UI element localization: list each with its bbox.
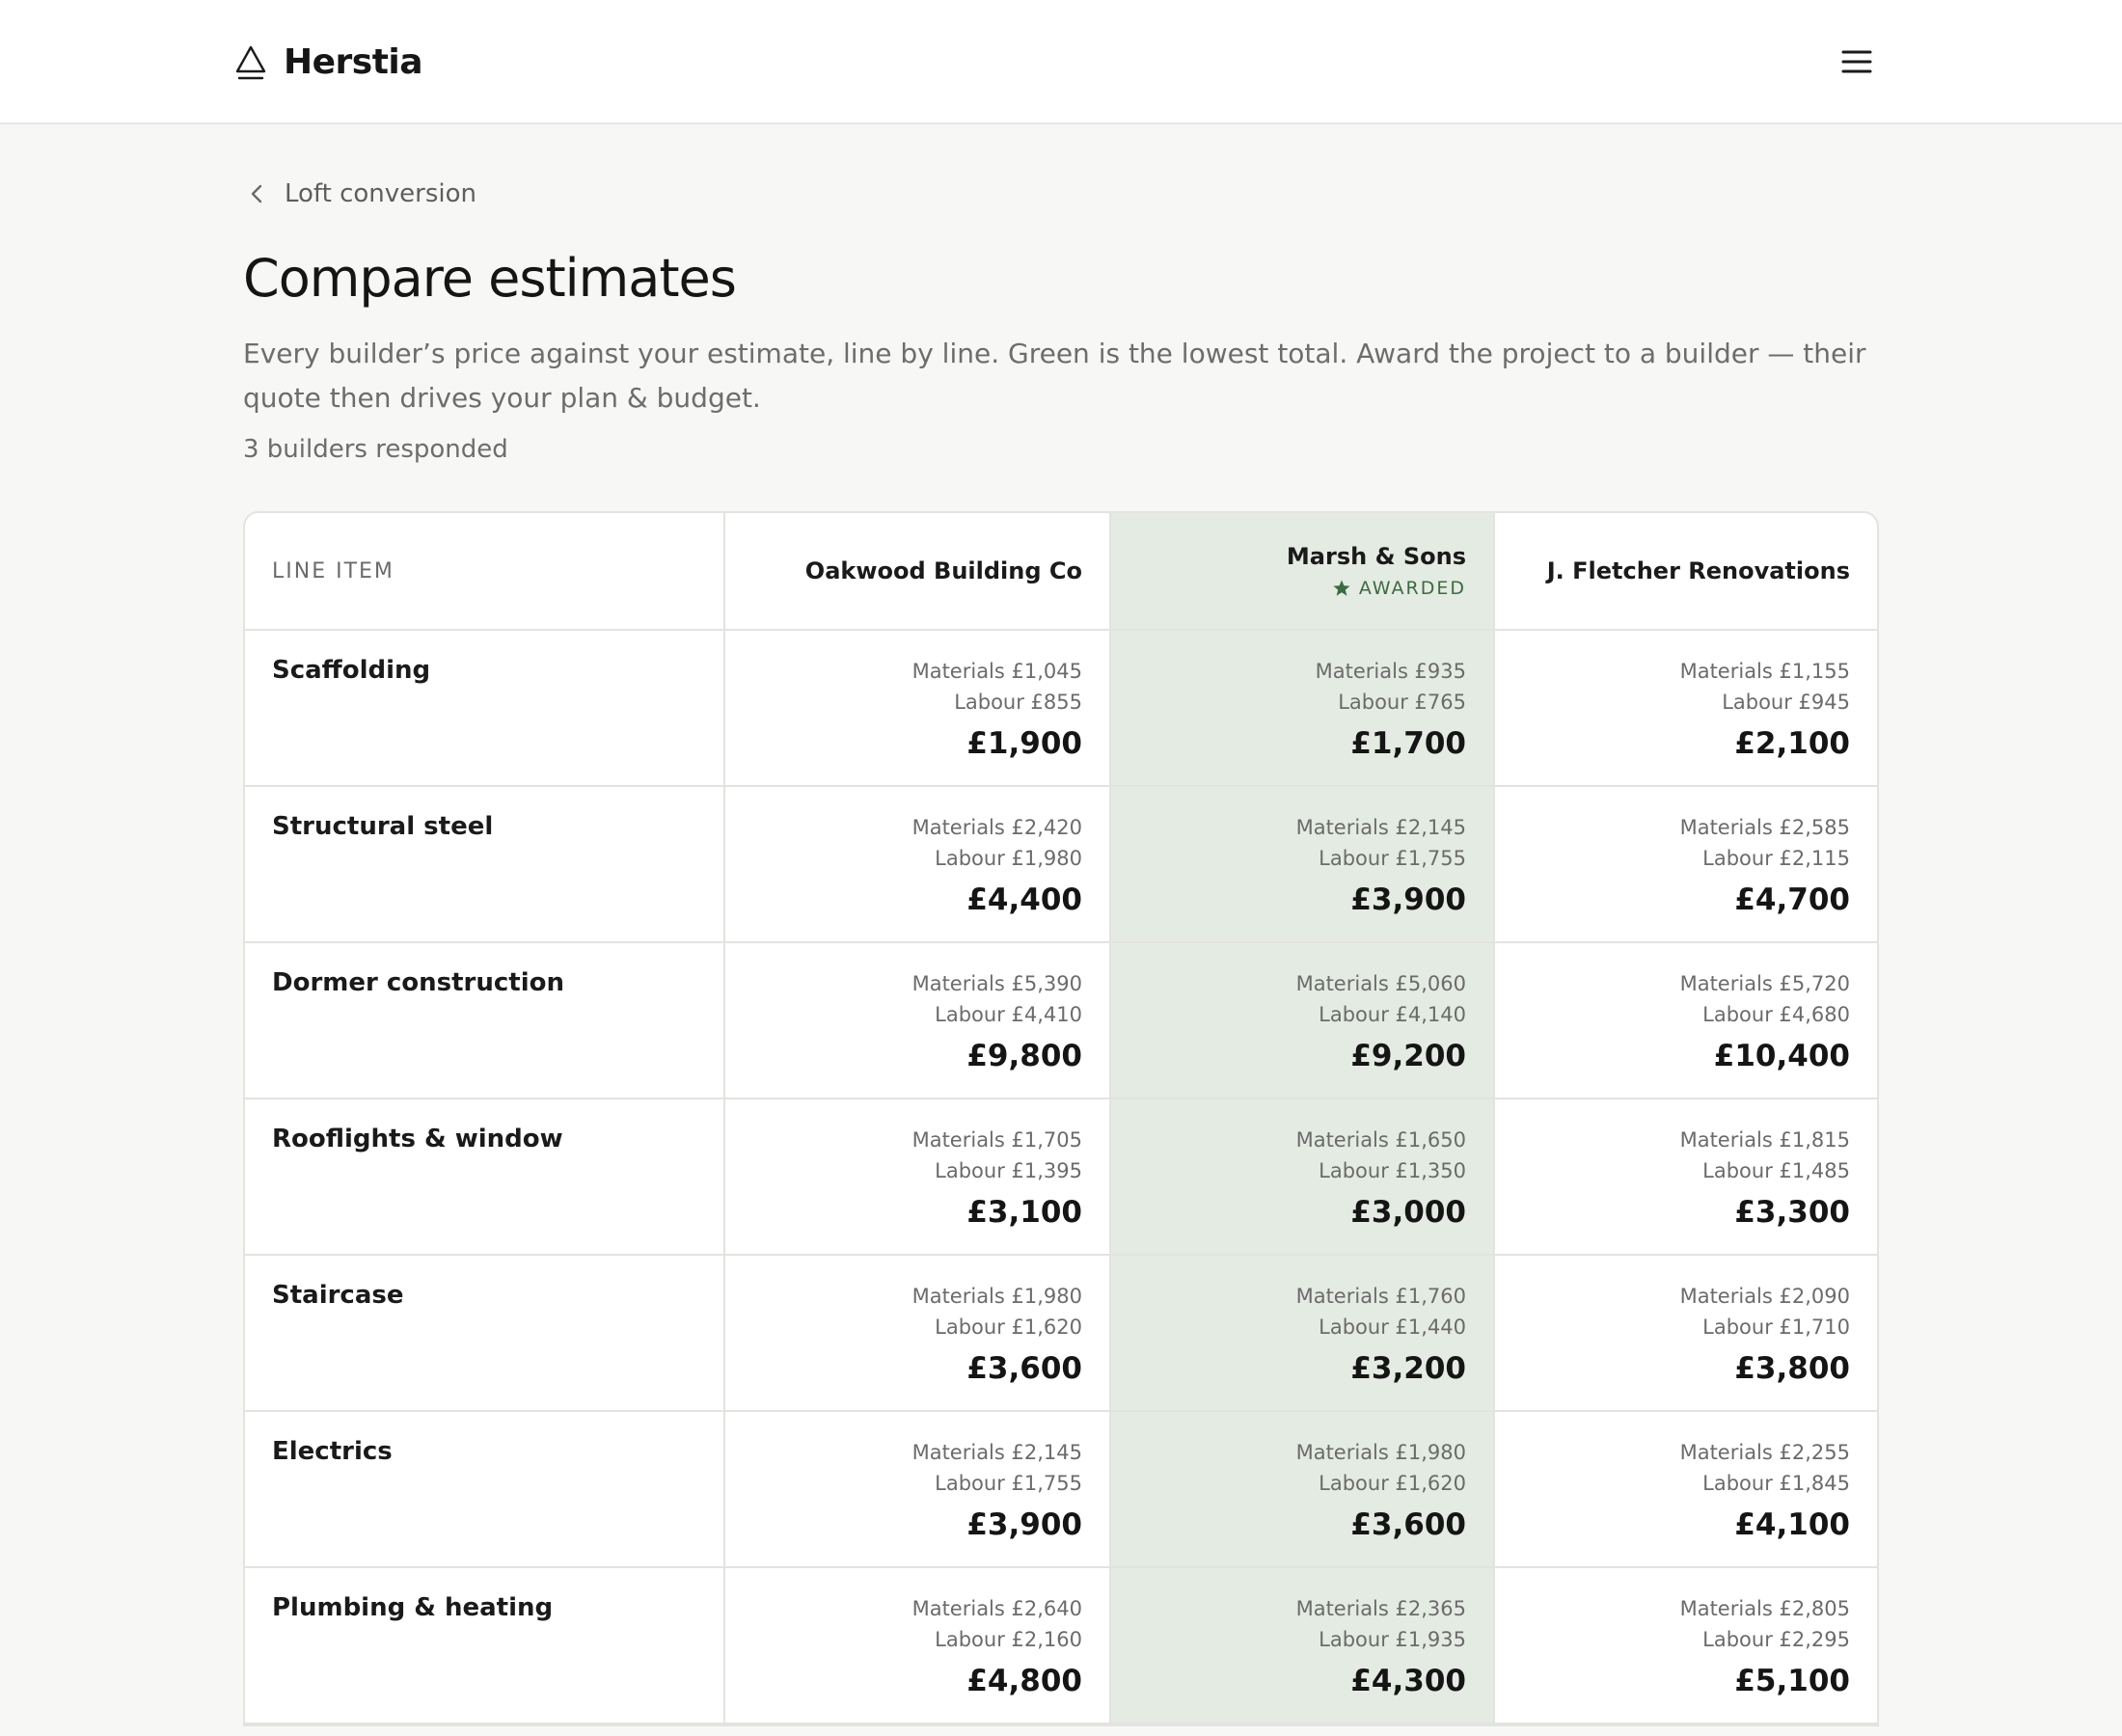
labour-amount: Labour £1,620 (1319, 1472, 1466, 1495)
table-row (245, 787, 1877, 943)
line-item-label: Dormer construction (272, 968, 565, 997)
builder-header-marsh[interactable] (1111, 513, 1495, 629)
line-total: £4,400 (966, 882, 1082, 917)
materials-amount: Materials £2,090 (1679, 1285, 1850, 1308)
materials-amount: Materials £1,650 (1295, 1128, 1466, 1152)
quote-cell (1111, 631, 1495, 785)
labour-amount: Labour £1,395 (935, 1159, 1082, 1182)
line-item-label: Staircase (272, 1281, 404, 1310)
labour-amount: Labour £4,140 (1319, 1003, 1466, 1026)
table-header-row (245, 513, 1877, 631)
materials-amount: Materials £1,980 (911, 1285, 1082, 1308)
quote-cell (1495, 1568, 1877, 1722)
back-breadcrumb[interactable] (243, 175, 476, 213)
top-bar (0, 0, 2122, 124)
quote-cell (1111, 1568, 1495, 1722)
line-item-header-cell (245, 513, 725, 629)
hamburger-menu-button[interactable] (1836, 42, 1878, 81)
quote-cell (725, 1412, 1111, 1566)
quote-cell (725, 1256, 1111, 1410)
star-icon (1332, 579, 1351, 598)
materials-amount: Materials £1,045 (911, 660, 1082, 683)
quote-cell (1111, 1256, 1495, 1410)
table-row (245, 1412, 1877, 1568)
quote-cell (1495, 1412, 1877, 1566)
line-total: £4,100 (1734, 1507, 1850, 1542)
line-total: £3,300 (1734, 1195, 1850, 1230)
line-total: £3,600 (966, 1351, 1082, 1386)
materials-amount: Materials £2,805 (1679, 1597, 1850, 1620)
line-total: £1,900 (966, 726, 1082, 761)
line-total: £1,700 (1350, 726, 1466, 761)
hamburger-icon (1841, 48, 1872, 75)
table-row (245, 943, 1877, 1099)
quote-cell (1495, 631, 1877, 785)
materials-amount: Materials £1,155 (1679, 660, 1850, 683)
builder-name: Marsh & Sons (1286, 543, 1466, 570)
line-total: £4,800 (966, 1664, 1082, 1698)
line-total: £9,200 (1350, 1039, 1466, 1073)
materials-amount: Materials £5,720 (1679, 972, 1850, 995)
line-item-cell (245, 631, 725, 785)
line-item-label: Structural steel (272, 812, 494, 841)
table-row (245, 1256, 1877, 1412)
builder-header-fletcher[interactable] (1495, 513, 1877, 629)
labour-amount: Labour £4,410 (935, 1003, 1082, 1026)
labour-amount: Labour £855 (954, 691, 1082, 714)
materials-amount: Materials £2,255 (1679, 1441, 1850, 1464)
page-title: Compare estimates (243, 248, 736, 309)
materials-amount: Materials £935 (1315, 660, 1466, 683)
materials-amount: Materials £2,365 (1295, 1597, 1466, 1620)
breadcrumb-label: Loft conversion (285, 179, 476, 208)
materials-amount: Materials £5,390 (911, 972, 1082, 995)
line-item-label: Scaffolding (272, 656, 431, 685)
line-total: £9,800 (966, 1039, 1082, 1073)
labour-amount: Labour £1,935 (1319, 1628, 1466, 1651)
labour-amount: Labour £1,845 (1702, 1472, 1850, 1495)
quote-cell (1111, 787, 1495, 941)
labour-amount: Labour £765 (1338, 691, 1466, 714)
quote-cell (725, 631, 1111, 785)
materials-amount: Materials £2,145 (911, 1441, 1082, 1464)
quote-cell (1495, 943, 1877, 1098)
page-description: Every builder’s price against your estimate, line by line. Green is the lowest total. Award the project to a builder — their quote then drives your plan & budget. (243, 338, 1866, 414)
materials-amount: Materials £1,705 (911, 1128, 1082, 1152)
line-item-cell (245, 1568, 725, 1722)
line-total: £4,300 (1350, 1664, 1466, 1698)
line-item-cell (245, 1412, 725, 1566)
materials-amount: Materials £5,060 (1295, 972, 1466, 995)
estimates-comparison-table (243, 511, 1879, 1726)
labour-amount: Labour £1,485 (1702, 1159, 1850, 1182)
line-item-label: Plumbing & heating (272, 1593, 554, 1622)
line-item-label: Rooflights & window (272, 1125, 563, 1153)
table-row (245, 1099, 1877, 1256)
builder-name: J. Fletcher Renovations (1546, 557, 1850, 584)
house-outline-icon (233, 42, 268, 81)
labour-amount: Labour £1,710 (1702, 1316, 1850, 1339)
chevron-left-icon (248, 183, 265, 204)
line-total: £10,400 (1713, 1039, 1850, 1073)
line-total: £3,100 (966, 1195, 1082, 1230)
brand-name: Herstia (284, 41, 423, 82)
line-item-cell (245, 943, 725, 1098)
quote-cell (1495, 787, 1877, 941)
materials-amount: Materials £2,640 (911, 1597, 1082, 1620)
materials-amount: Materials £1,980 (1295, 1441, 1466, 1464)
materials-amount: Materials £1,815 (1679, 1128, 1850, 1152)
line-item-header: LINE ITEM (272, 558, 394, 583)
labour-amount: Labour £1,980 (935, 847, 1082, 870)
labour-amount: Labour £2,115 (1702, 847, 1850, 870)
quote-cell (725, 943, 1111, 1098)
quote-cell (1111, 1412, 1495, 1566)
line-total: £3,900 (966, 1507, 1082, 1542)
brand-logo-link[interactable] (233, 37, 422, 87)
labour-amount: Labour £1,620 (935, 1316, 1082, 1339)
line-total: £3,000 (1350, 1195, 1466, 1230)
quote-cell (1111, 1099, 1495, 1254)
quote-cell (725, 1099, 1111, 1254)
quote-cell (725, 1568, 1111, 1722)
materials-amount: Materials £2,145 (1295, 816, 1466, 839)
builder-header-oakwood[interactable] (725, 513, 1111, 629)
labour-amount: Labour £1,440 (1319, 1316, 1466, 1339)
awarded-badge (1332, 578, 1466, 599)
line-total: £5,100 (1734, 1664, 1850, 1698)
line-total: £2,100 (1734, 726, 1850, 761)
line-total: £3,800 (1734, 1351, 1850, 1386)
builder-name: Oakwood Building Co (804, 557, 1082, 584)
line-item-label: Electrics (272, 1437, 393, 1466)
quote-cell (1495, 1256, 1877, 1410)
line-total: £4,700 (1734, 882, 1850, 917)
table-row (245, 1568, 1877, 1724)
labour-amount: Labour £945 (1722, 691, 1850, 714)
materials-amount: Materials £1,760 (1295, 1285, 1466, 1308)
responded-count: 3 builders responded (243, 435, 508, 464)
labour-amount: Labour £1,755 (1319, 847, 1466, 870)
line-item-cell (245, 1099, 725, 1254)
labour-amount: Labour £1,350 (1319, 1159, 1466, 1182)
quote-cell (1495, 1099, 1877, 1254)
awarded-label: AWARDED (1358, 578, 1466, 599)
labour-amount: Labour £4,680 (1702, 1003, 1850, 1026)
labour-amount: Labour £1,755 (935, 1472, 1082, 1495)
table-row (245, 631, 1877, 787)
line-total: £3,600 (1350, 1507, 1466, 1542)
line-item-cell (245, 1256, 725, 1410)
line-total: £3,900 (1350, 882, 1466, 917)
materials-amount: Materials £2,585 (1679, 816, 1850, 839)
line-item-cell (245, 787, 725, 941)
quote-cell (725, 787, 1111, 941)
materials-amount: Materials £2,420 (911, 816, 1082, 839)
quote-cell (1111, 943, 1495, 1098)
labour-amount: Labour £2,160 (935, 1628, 1082, 1651)
line-total: £3,200 (1350, 1351, 1466, 1386)
labour-amount: Labour £2,295 (1702, 1628, 1850, 1651)
table-body (245, 631, 1877, 1724)
